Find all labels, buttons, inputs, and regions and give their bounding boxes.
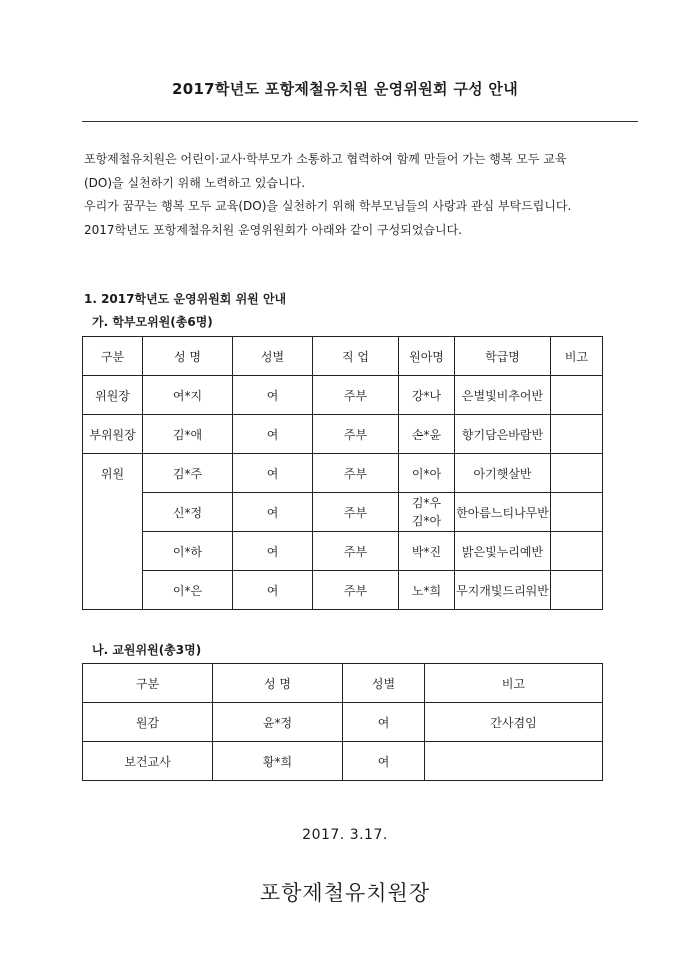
header-cell: 비고 — [425, 664, 603, 703]
intro-paragraph — [84, 148, 644, 242]
table-row — [83, 415, 603, 454]
job-cell: 주부 — [313, 376, 399, 415]
gender-cell: 여 — [343, 742, 425, 781]
table-row — [83, 742, 603, 781]
table-row — [83, 703, 603, 742]
job-cell: 주부 — [313, 571, 399, 610]
header-cell: 구분 — [83, 337, 143, 376]
parents-subheading: 가. 학부모위원(총6명) — [92, 315, 213, 329]
gender-cell: 여 — [233, 532, 313, 571]
table-header-row — [83, 337, 603, 376]
intro-line: 2017학년도 포항제철유치원 운영위원회가 아래와 같이 구성되었습니다. — [84, 222, 463, 237]
category-cell: 원감 — [83, 703, 213, 742]
child-cell: 박*진 — [399, 532, 455, 571]
table-row — [83, 571, 603, 610]
child-cell — [399, 493, 455, 532]
document-title: 2017학년도 포항제철유치원 운영위원회 구성 안내 — [171, 80, 519, 98]
job-cell: 주부 — [313, 454, 399, 493]
note-cell — [551, 571, 603, 610]
note-cell — [551, 493, 603, 532]
parents-table — [82, 336, 603, 610]
header-cell: 원아명 — [399, 337, 455, 376]
class-cell: 한아름느티나무반 — [455, 493, 551, 532]
job-cell: 주부 — [313, 415, 399, 454]
gender-cell: 여 — [343, 703, 425, 742]
name-cell: 김*주 — [143, 454, 233, 493]
note-cell — [551, 454, 603, 493]
signer-name: 포항제철유치원장 — [259, 881, 431, 905]
class-cell: 아기햇살반 — [455, 454, 551, 493]
table-header-row — [83, 664, 603, 703]
category-cell: 부위원장 — [83, 415, 143, 454]
child-cell: 이*아 — [399, 454, 455, 493]
header-cell: 직 업 — [313, 337, 399, 376]
name-cell: 황*희 — [213, 742, 343, 781]
category-cell: 위원 — [83, 454, 143, 610]
gender-cell: 여 — [233, 454, 313, 493]
note-cell: 간사겸임 — [425, 703, 603, 742]
table-row — [83, 454, 603, 493]
class-cell: 은별빛비추어반 — [455, 376, 551, 415]
header-cell: 성별 — [343, 664, 425, 703]
section-heading: 1. 2017학년도 운영위원회 위원 안내 — [84, 292, 287, 306]
header-cell: 구분 — [83, 664, 213, 703]
table-row — [83, 532, 603, 571]
name-cell: 김*애 — [143, 415, 233, 454]
note-cell — [425, 742, 603, 781]
note-cell — [551, 532, 603, 571]
job-cell: 주부 — [313, 493, 399, 532]
child-name: 김*우 — [411, 496, 442, 510]
intro-line: 우리가 꿈꾸는 행복 모두 교육(DO)을 실천하기 위해 학부모님들의 사랑과 관심 부탁드립니다. — [84, 199, 572, 213]
name-cell: 이*은 — [143, 571, 233, 610]
class-cell: 밝은빛누리예반 — [455, 532, 551, 571]
gender-cell: 여 — [233, 571, 313, 610]
header-cell: 학급명 — [455, 337, 551, 376]
header-cell: 비고 — [551, 337, 603, 376]
header-cell: 성 명 — [213, 664, 343, 703]
name-cell: 여*지 — [143, 376, 233, 415]
gender-cell: 여 — [233, 493, 313, 532]
child-cell: 강*나 — [399, 376, 455, 415]
class-cell: 무지개빛드리워반 — [455, 571, 551, 610]
teachers-subheading: 나. 교원위원(총3명) — [92, 643, 202, 657]
category-cell: 보건교사 — [83, 742, 213, 781]
class-cell: 향기담은바람반 — [455, 415, 551, 454]
table-row — [83, 376, 603, 415]
gender-cell: 여 — [233, 376, 313, 415]
note-cell — [551, 376, 603, 415]
child-cell: 노*희 — [399, 571, 455, 610]
category-cell: 위원장 — [83, 376, 143, 415]
title-divider — [82, 121, 638, 122]
note-cell — [551, 415, 603, 454]
child-cell: 손*윤 — [399, 415, 455, 454]
intro-line: 포항제철유치원은 어린이·교사·학부모가 소통하고 협력하여 함께 만들어 가는 행복 모두 교육 — [84, 152, 567, 166]
intro-line: (DO)을 실천하기 위해 노력하고 있습니다. — [84, 175, 306, 190]
header-cell: 성별 — [233, 337, 313, 376]
child-name: 김*아 — [411, 514, 442, 528]
gender-cell: 여 — [233, 415, 313, 454]
name-cell: 이*하 — [143, 532, 233, 571]
header-cell: 성 명 — [143, 337, 233, 376]
table-row — [83, 493, 603, 532]
job-cell: 주부 — [313, 532, 399, 571]
name-cell: 윤*정 — [213, 703, 343, 742]
name-cell: 신*정 — [143, 493, 233, 532]
document-date: 2017. 3.17. — [302, 827, 388, 843]
teachers-table — [82, 663, 603, 781]
